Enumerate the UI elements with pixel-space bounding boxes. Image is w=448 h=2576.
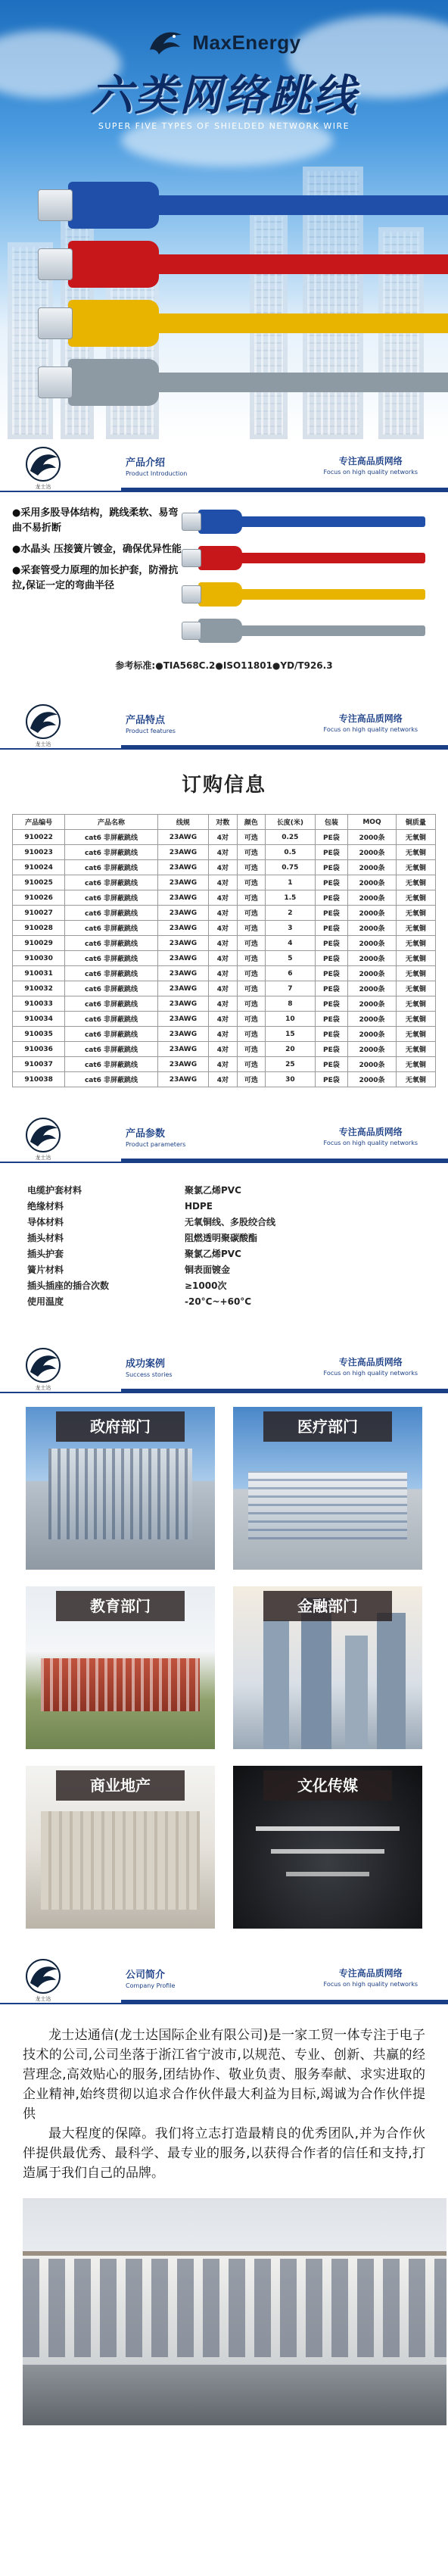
table-cell: 可选 xyxy=(237,1027,265,1042)
table-cell: 23AWG xyxy=(157,1027,208,1042)
table-cell: 910029 xyxy=(13,936,65,951)
param-value: ≥1000次 xyxy=(185,1280,227,1291)
table-cell: 910026 xyxy=(13,890,65,906)
table-cell: 23AWG xyxy=(157,921,208,936)
section-slogan-en: Focus on high quality networks xyxy=(323,1370,418,1377)
hero-subtitle: SUPER FIVE TYPES OF SHIELDED NETWORK WIRE xyxy=(98,121,350,131)
dragon-logo-icon xyxy=(23,703,64,741)
table-cell: 23AWG xyxy=(157,1057,208,1072)
case-media xyxy=(233,1766,422,1929)
table-cell: 23AWG xyxy=(157,1042,208,1057)
table-row xyxy=(13,1057,436,1072)
table-cell: 910033 xyxy=(13,996,65,1012)
param-row xyxy=(27,1278,448,1294)
param-value: 聚氯乙烯PVC xyxy=(185,1249,241,1259)
case-label: 文化传媒 xyxy=(263,1770,392,1801)
column-header: 线规 xyxy=(157,815,208,830)
table-cell: 910027 xyxy=(13,906,65,921)
param-key: 电缆护套材料 xyxy=(27,1185,82,1196)
table-cell: 可选 xyxy=(237,966,265,981)
case-finance xyxy=(233,1586,422,1749)
table-cell: cat6 非屏蔽跳线 xyxy=(65,890,157,906)
table-cell: 无氧铜 xyxy=(396,1072,435,1087)
grey-cable-image xyxy=(198,625,425,636)
table-cell: 2000条 xyxy=(348,951,397,966)
table-cell: 23AWG xyxy=(157,890,208,906)
param-key: 插头材料 xyxy=(27,1233,64,1243)
list-item: ●采套管受力原理的加长护套，防滑抗拉,保证一定的弯曲半径 xyxy=(12,565,179,591)
product-params xyxy=(0,1163,448,1325)
column-header: 长度(米) xyxy=(266,815,316,830)
section-title: 公司简介 xyxy=(126,1969,166,1981)
section-slogan-en: Focus on high quality networks xyxy=(323,469,418,476)
table-cell: cat6 非屏蔽跳线 xyxy=(65,1072,157,1087)
table-cell: cat6 非屏蔽跳线 xyxy=(65,966,157,981)
case-medical xyxy=(233,1407,422,1570)
section-title: 产品特点 xyxy=(126,715,166,726)
table-cell: cat6 非屏蔽跳线 xyxy=(65,996,157,1012)
section-title-en: Success stories xyxy=(126,1371,173,1378)
table-row xyxy=(13,830,436,845)
table-cell: 4对 xyxy=(209,936,237,951)
case-label: 教育部门 xyxy=(56,1591,185,1621)
table-cell: 10 xyxy=(266,1012,316,1027)
table-cell: 4对 xyxy=(209,981,237,996)
table-row xyxy=(13,921,436,936)
blue-cable-image xyxy=(68,195,448,215)
table-cell: 23AWG xyxy=(157,951,208,966)
param-value: 阻燃透明聚碳酸酯 xyxy=(185,1233,258,1243)
table-cell: PE袋 xyxy=(315,1042,348,1057)
table-cell: 23AWG xyxy=(157,830,208,845)
table-cell: 23AWG xyxy=(157,936,208,951)
table-cell: 2000条 xyxy=(348,1072,397,1087)
table-cell: 无氧铜 xyxy=(396,966,435,981)
table-row xyxy=(13,845,436,860)
table-cell: 910025 xyxy=(13,875,65,890)
table-cell: 可选 xyxy=(237,830,265,845)
table-cell: 4对 xyxy=(209,1072,237,1087)
table-cell: 2000条 xyxy=(348,890,397,906)
table-cell: 4对 xyxy=(209,996,237,1012)
table-cell: 910024 xyxy=(13,860,65,875)
table-cell: 可选 xyxy=(237,1012,265,1027)
table-cell: 无氧铜 xyxy=(396,951,435,966)
case-label: 金融部门 xyxy=(263,1591,392,1621)
param-row xyxy=(27,1262,448,1278)
param-key: 使用温度 xyxy=(27,1296,64,1307)
table-cell: 无氧铜 xyxy=(396,875,435,890)
table-cell: 2 xyxy=(266,906,316,921)
table-cell: 8 xyxy=(266,996,316,1012)
table-cell: cat6 非屏蔽跳线 xyxy=(65,845,157,860)
column-header: MOQ xyxy=(348,815,397,830)
table-cell: 可选 xyxy=(237,860,265,875)
param-key: 插头护套 xyxy=(27,1249,64,1259)
section-header-cases xyxy=(0,1340,448,1393)
param-value: HDPE xyxy=(185,1201,213,1212)
table-cell: 可选 xyxy=(237,996,265,1012)
table-cell: 无氧铜 xyxy=(396,981,435,996)
table-cell: 910022 xyxy=(13,830,65,845)
table-cell: 2000条 xyxy=(348,906,397,921)
table-row xyxy=(13,906,436,921)
column-header: 颜色 xyxy=(237,815,265,830)
logo-caption: 龙士达 xyxy=(35,1996,51,2002)
section-slogan-en: Focus on high quality networks xyxy=(323,1140,418,1146)
table-cell: 1 xyxy=(266,875,316,890)
table-cell: 910037 xyxy=(13,1057,65,1072)
table-cell: 4对 xyxy=(209,830,237,845)
param-value: 无氧铜线、多股绞合线 xyxy=(185,1217,276,1227)
table-cell: PE袋 xyxy=(315,981,348,996)
section-slogan-en: Focus on high quality networks xyxy=(323,726,418,733)
table-cell: 无氧铜 xyxy=(396,860,435,875)
table-cell: PE袋 xyxy=(315,936,348,951)
table-cell: 7 xyxy=(266,981,316,996)
feature-list xyxy=(12,506,186,600)
table-cell: PE袋 xyxy=(315,921,348,936)
param-row xyxy=(27,1183,448,1199)
dragon-logo-icon xyxy=(23,1957,64,1995)
table-cell: PE袋 xyxy=(315,860,348,875)
table-row xyxy=(13,1027,436,1042)
table-cell: 可选 xyxy=(237,875,265,890)
table-cell: 23AWG xyxy=(157,906,208,921)
table-cell: 可选 xyxy=(237,921,265,936)
param-row xyxy=(27,1230,448,1246)
table-row xyxy=(13,981,436,996)
table-cell: 4对 xyxy=(209,951,237,966)
table-row xyxy=(13,1012,436,1027)
table-cell: PE袋 xyxy=(315,996,348,1012)
param-key: 簧片材料 xyxy=(27,1265,64,1275)
case-label: 商业地产 xyxy=(56,1770,185,1801)
table-cell: cat6 非屏蔽跳线 xyxy=(65,1057,157,1072)
column-header: 产品名称 xyxy=(65,815,157,830)
order-info xyxy=(0,750,448,1087)
order-table-body xyxy=(13,830,436,1087)
table-row xyxy=(13,1072,436,1087)
table-cell: PE袋 xyxy=(315,966,348,981)
table-cell: PE袋 xyxy=(315,830,348,845)
section-header-company xyxy=(0,1951,448,2004)
table-cell: 2000条 xyxy=(348,860,397,875)
param-value: 聚氯乙烯PVC xyxy=(185,1185,241,1196)
red-cable-image xyxy=(198,553,425,563)
section-title: 产品参数 xyxy=(126,1128,166,1140)
column-header: 包装 xyxy=(315,815,348,830)
param-row xyxy=(27,1199,448,1215)
section-header-features xyxy=(0,697,448,750)
table-row xyxy=(13,996,436,1012)
table-cell: 无氧铜 xyxy=(396,830,435,845)
table-cell: 23AWG xyxy=(157,860,208,875)
table-cell: 4对 xyxy=(209,860,237,875)
table-cell: 可选 xyxy=(237,981,265,996)
table-cell: 910030 xyxy=(13,951,65,966)
table-cell: cat6 非屏蔽跳线 xyxy=(65,921,157,936)
dragon-logo-icon xyxy=(147,27,185,58)
list-item: ●水晶头 压接簧片镀金，确保优异性能 xyxy=(12,544,182,555)
table-cell: cat6 非屏蔽跳线 xyxy=(65,1027,157,1042)
table-cell: PE袋 xyxy=(315,951,348,966)
table-cell: 0.25 xyxy=(266,830,316,845)
section-slogan: 专注高品质网络 xyxy=(338,713,403,724)
dragon-logo-icon xyxy=(23,445,64,483)
section-title-en: Company Profile xyxy=(126,1982,176,1989)
table-row xyxy=(13,860,436,875)
table-cell: 2000条 xyxy=(348,981,397,996)
table-cell: 可选 xyxy=(237,951,265,966)
table-cell: 可选 xyxy=(237,1042,265,1057)
table-cell: 0.75 xyxy=(266,860,316,875)
table-cell: 2000条 xyxy=(348,1012,397,1027)
table-cell: 可选 xyxy=(237,845,265,860)
order-table xyxy=(12,814,436,1087)
section-title-en: Product features xyxy=(126,728,176,734)
section-title: 产品介绍 xyxy=(126,457,166,469)
param-key: 导体材料 xyxy=(27,1217,64,1227)
logo-caption: 龙士达 xyxy=(35,1385,51,1391)
table-cell: cat6 非屏蔽跳线 xyxy=(65,830,157,845)
table-cell: 2000条 xyxy=(348,1057,397,1072)
dragon-logo-icon xyxy=(23,1116,64,1154)
list-item: ●采用多股导体结构，跳线柔软、易弯曲不易折断 xyxy=(12,507,179,534)
table-cell: 23AWG xyxy=(157,996,208,1012)
table-cell: cat6 非屏蔽跳线 xyxy=(65,981,157,996)
section-slogan: 专注高品质网络 xyxy=(338,1357,403,1368)
table-cell: cat6 非屏蔽跳线 xyxy=(65,860,157,875)
table-cell: 23AWG xyxy=(157,875,208,890)
table-cell: 可选 xyxy=(237,906,265,921)
table-row xyxy=(13,936,436,951)
table-cell: 910031 xyxy=(13,966,65,981)
param-row xyxy=(27,1215,448,1230)
table-cell: 6 xyxy=(266,966,316,981)
table-cell: 4对 xyxy=(209,875,237,890)
table-cell: 2000条 xyxy=(348,1027,397,1042)
section-header-intro xyxy=(0,439,448,492)
section-header-params xyxy=(0,1110,448,1163)
table-cell: 910036 xyxy=(13,1042,65,1057)
table-cell: 23AWG xyxy=(157,981,208,996)
param-row xyxy=(27,1246,448,1262)
table-cell: 25 xyxy=(266,1057,316,1072)
standards-text: 参考标准:●TIA568C.2●ISO11801●YD/T926.3 xyxy=(115,660,333,671)
table-cell: cat6 非屏蔽跳线 xyxy=(65,875,157,890)
table-cell: 20 xyxy=(266,1042,316,1057)
table-cell: 4 xyxy=(266,936,316,951)
table-cell: 4对 xyxy=(209,1012,237,1027)
yellow-cable-image xyxy=(68,313,448,333)
logo-caption: 龙士达 xyxy=(35,741,51,747)
table-cell: 无氧铜 xyxy=(396,845,435,860)
table-cell: 可选 xyxy=(237,1057,265,1072)
table-cell: 4对 xyxy=(209,1042,237,1057)
section-slogan: 专注高品质网络 xyxy=(338,456,403,466)
case-government xyxy=(26,1407,215,1570)
hero-banner xyxy=(0,0,448,439)
case-education xyxy=(26,1586,215,1749)
column-header: 对数 xyxy=(209,815,237,830)
table-cell: 无氧铜 xyxy=(396,996,435,1012)
table-cell: 2000条 xyxy=(348,1042,397,1057)
table-cell: 4对 xyxy=(209,966,237,981)
order-title: 订购信息 xyxy=(181,774,266,797)
table-cell: 4对 xyxy=(209,921,237,936)
table-cell: PE袋 xyxy=(315,1012,348,1027)
table-cell: cat6 非屏蔽跳线 xyxy=(65,906,157,921)
table-cell: 2000条 xyxy=(348,830,397,845)
table-cell: 4对 xyxy=(209,906,237,921)
table-cell: 23AWG xyxy=(157,1072,208,1087)
table-cell: 无氧铜 xyxy=(396,936,435,951)
grey-cable-image xyxy=(68,373,448,392)
table-cell: 4对 xyxy=(209,890,237,906)
logo-caption: 龙士达 xyxy=(35,1155,51,1161)
dragon-logo-icon xyxy=(23,1346,64,1384)
case-label: 医疗部门 xyxy=(263,1411,392,1442)
case-label: 政府部门 xyxy=(56,1411,185,1442)
section-slogan-en: Focus on high quality networks xyxy=(323,1981,418,1988)
table-cell: 23AWG xyxy=(157,1012,208,1027)
section-title-en: Product Introduction xyxy=(126,470,188,477)
table-cell: 4对 xyxy=(209,1057,237,1072)
company-paragraph: 最大程度的保障。我们将立志打造最精良的优秀团队,并为合作伙伴提供最优秀、最科学、最专业的服务,以获得合作者的信任和支持,打造属于我们自己的品牌。 xyxy=(23,2126,425,2181)
table-cell: PE袋 xyxy=(315,1057,348,1072)
table-cell: 23AWG xyxy=(157,966,208,981)
company-paragraph: 龙士达通信(龙士达国际企业有限公司)是一家工贸一体专注于电子技术的公司,公司坐落于浙江省宁波市,以规范、专业、创新、共赢的经营理念,高效贴心的服务,团结协作、敬业负责、服务奉献、求实进取的企业精神,始终贯彻以追求合作伙伴最大利益为目标,竭诚为合作伙伴提供 xyxy=(23,2028,425,2122)
table-cell: 无氧铜 xyxy=(396,1042,435,1057)
table-cell: 2000条 xyxy=(348,921,397,936)
table-cell: 无氧铜 xyxy=(396,1027,435,1042)
section-title: 成功案例 xyxy=(126,1358,166,1370)
table-row xyxy=(13,890,436,906)
table-cell: 可选 xyxy=(237,890,265,906)
table-cell: 无氧铜 xyxy=(396,1012,435,1027)
column-header: 产品编号 xyxy=(13,815,65,830)
table-cell: cat6 非屏蔽跳线 xyxy=(65,1012,157,1027)
table-cell: 无氧铜 xyxy=(396,1057,435,1072)
table-cell: 3 xyxy=(266,921,316,936)
table-cell: PE袋 xyxy=(315,1072,348,1087)
table-cell: PE袋 xyxy=(315,1027,348,1042)
table-row xyxy=(13,875,436,890)
table-cell: 4对 xyxy=(209,1027,237,1042)
success-cases xyxy=(0,1393,448,1933)
section-slogan: 专注高品质网络 xyxy=(338,1968,403,1979)
brand-header xyxy=(0,27,448,61)
table-cell: 2000条 xyxy=(348,966,397,981)
table-cell: 无氧铜 xyxy=(396,890,435,906)
table-header-row xyxy=(13,815,436,830)
case-commercial xyxy=(26,1766,215,1929)
section-title-en: Product parameters xyxy=(126,1141,186,1148)
table-cell: 23AWG xyxy=(157,845,208,860)
table-cell: 无氧铜 xyxy=(396,921,435,936)
table-cell: 910034 xyxy=(13,1012,65,1027)
table-cell: 1.5 xyxy=(266,890,316,906)
table-cell: cat6 非屏蔽跳线 xyxy=(65,951,157,966)
logo-caption: 龙士达 xyxy=(35,484,51,490)
factory-photo xyxy=(23,2198,446,2425)
blue-cable-image xyxy=(198,516,425,527)
table-cell: 5 xyxy=(266,951,316,966)
company-profile xyxy=(0,2004,448,2440)
param-value: -20°C~+60°C xyxy=(185,1296,252,1307)
table-cell: 15 xyxy=(266,1027,316,1042)
table-row xyxy=(13,966,436,981)
table-cell: 910032 xyxy=(13,981,65,996)
table-cell: 910035 xyxy=(13,1027,65,1042)
table-cell: PE袋 xyxy=(315,890,348,906)
table-cell: PE袋 xyxy=(315,875,348,890)
table-cell: PE袋 xyxy=(315,906,348,921)
table-row xyxy=(13,951,436,966)
table-cell: 2000条 xyxy=(348,875,397,890)
param-key: 绝缘材料 xyxy=(27,1201,64,1212)
table-cell: cat6 非屏蔽跳线 xyxy=(65,1042,157,1057)
section-slogan: 专注高品质网络 xyxy=(338,1127,403,1137)
table-row xyxy=(13,1042,436,1057)
table-cell: 0.5 xyxy=(266,845,316,860)
table-cell: 30 xyxy=(266,1072,316,1087)
table-cell: 可选 xyxy=(237,936,265,951)
param-value: 铜表面镀金 xyxy=(185,1265,231,1275)
hero-title: 六类网络跳线 xyxy=(90,71,358,120)
product-intro xyxy=(0,492,448,681)
table-cell: cat6 非屏蔽跳线 xyxy=(65,936,157,951)
table-cell: 910038 xyxy=(13,1072,65,1087)
table-cell: 910023 xyxy=(13,845,65,860)
brand-name: MaxEnergy xyxy=(192,30,301,54)
table-cell: 无氧铜 xyxy=(396,906,435,921)
table-cell: 2000条 xyxy=(348,845,397,860)
param-key: 插头插座的插合次数 xyxy=(27,1280,110,1291)
yellow-cable-image xyxy=(198,589,425,600)
table-cell: 910028 xyxy=(13,921,65,936)
table-cell: 可选 xyxy=(237,1072,265,1087)
table-cell: PE袋 xyxy=(315,845,348,860)
table-cell: 2000条 xyxy=(348,936,397,951)
column-header: 铜质量 xyxy=(396,815,435,830)
param-row xyxy=(27,1294,448,1310)
table-cell: 2000条 xyxy=(348,996,397,1012)
table-cell: 4对 xyxy=(209,845,237,860)
red-cable-image xyxy=(68,254,448,274)
